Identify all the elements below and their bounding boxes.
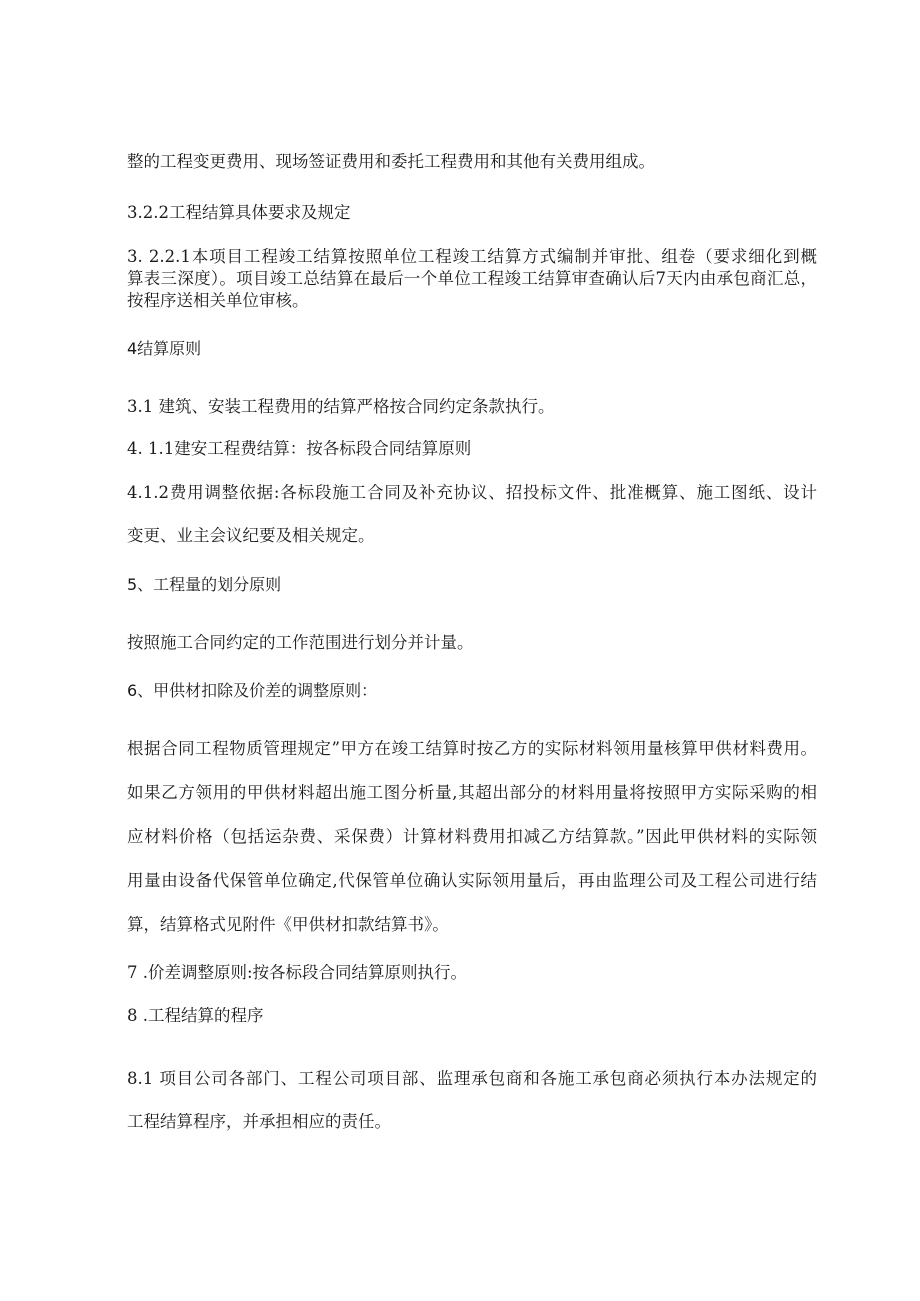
paragraph-line: 整的工程变更费用、现场签证费用和委托工程费用和其他有关费用组成。 xyxy=(127,152,655,171)
paragraph-line: 变更、业主会议纪要及相关规定。 xyxy=(127,526,375,545)
paragraph-line: 根据合同工程物质管理规定”甲方在竣工结算时按乙方的实际材料领用量核算甲供材料费用。 xyxy=(127,739,817,758)
paragraph-line: 算，结算格式见附件《甲供材扣款结算书》。 xyxy=(127,915,449,934)
paragraph-line: 7 .价差调整原则:按各标段合同结算原则执行。 xyxy=(127,963,468,982)
paragraph-line: 用量由设备代保管单位确定,代保管单位确认实际领用量后，再由监理公司及工程公司进行结 xyxy=(127,871,817,890)
paragraph-line: 4.1.2费用调整依据:各标段施工合同及补充协议、招投标文件、批准概算、施工图纸、设计 xyxy=(127,483,817,502)
paragraph-line: 8.1 项目公司各部门、工程公司项目部、监理承包商和各施工承包商必须执行本办法规定的 xyxy=(127,1069,817,1088)
paragraph-line: 3.1 建筑、安装工程费用的结算严格按合同约定条款执行。 xyxy=(127,397,555,416)
paragraph-line: 如果乙方领用的甲供材料超出施工图分析量,其超出部分的材料用量将按照甲方实际采购的相 xyxy=(127,783,817,802)
paragraph-line: 工程结算程序，并承担相应的责任。 xyxy=(127,1112,391,1131)
section-heading: 4结算原则 xyxy=(127,339,202,358)
section-heading: 6、甲供材扣除及价差的调整原则： xyxy=(127,681,378,700)
section-heading: 5、工程量的划分原则 xyxy=(127,575,282,594)
section-heading: 3.2.2工程结算具体要求及规定 xyxy=(127,203,351,222)
paragraph-line: 按照施工合同约定的工作范围进行划分并计量。 xyxy=(127,633,474,652)
paragraph-line: 应材料价格（包括运杂费、采保费）计算材料费用扣减乙方结算款。”因此甲供材料的实际领 xyxy=(127,827,817,846)
section-heading: 8 .工程结算的程序 xyxy=(127,1006,264,1025)
paragraph-line: 3. 2.2.1本项目工程竣工结算按照单位工程竣工结算方式编制并审批、组卷（要求细化到概 xyxy=(127,247,817,266)
paragraph-line: 按程序送相关单位审核。 xyxy=(127,291,309,310)
paragraph-line: 算表三深度）。项目竣工总结算在最后一个单位工程竣工结算审查确认后7天内由承包商汇总， xyxy=(127,269,817,288)
paragraph-line: 4. 1.1建安工程费结算：按各标段合同结算原则 xyxy=(127,439,472,458)
